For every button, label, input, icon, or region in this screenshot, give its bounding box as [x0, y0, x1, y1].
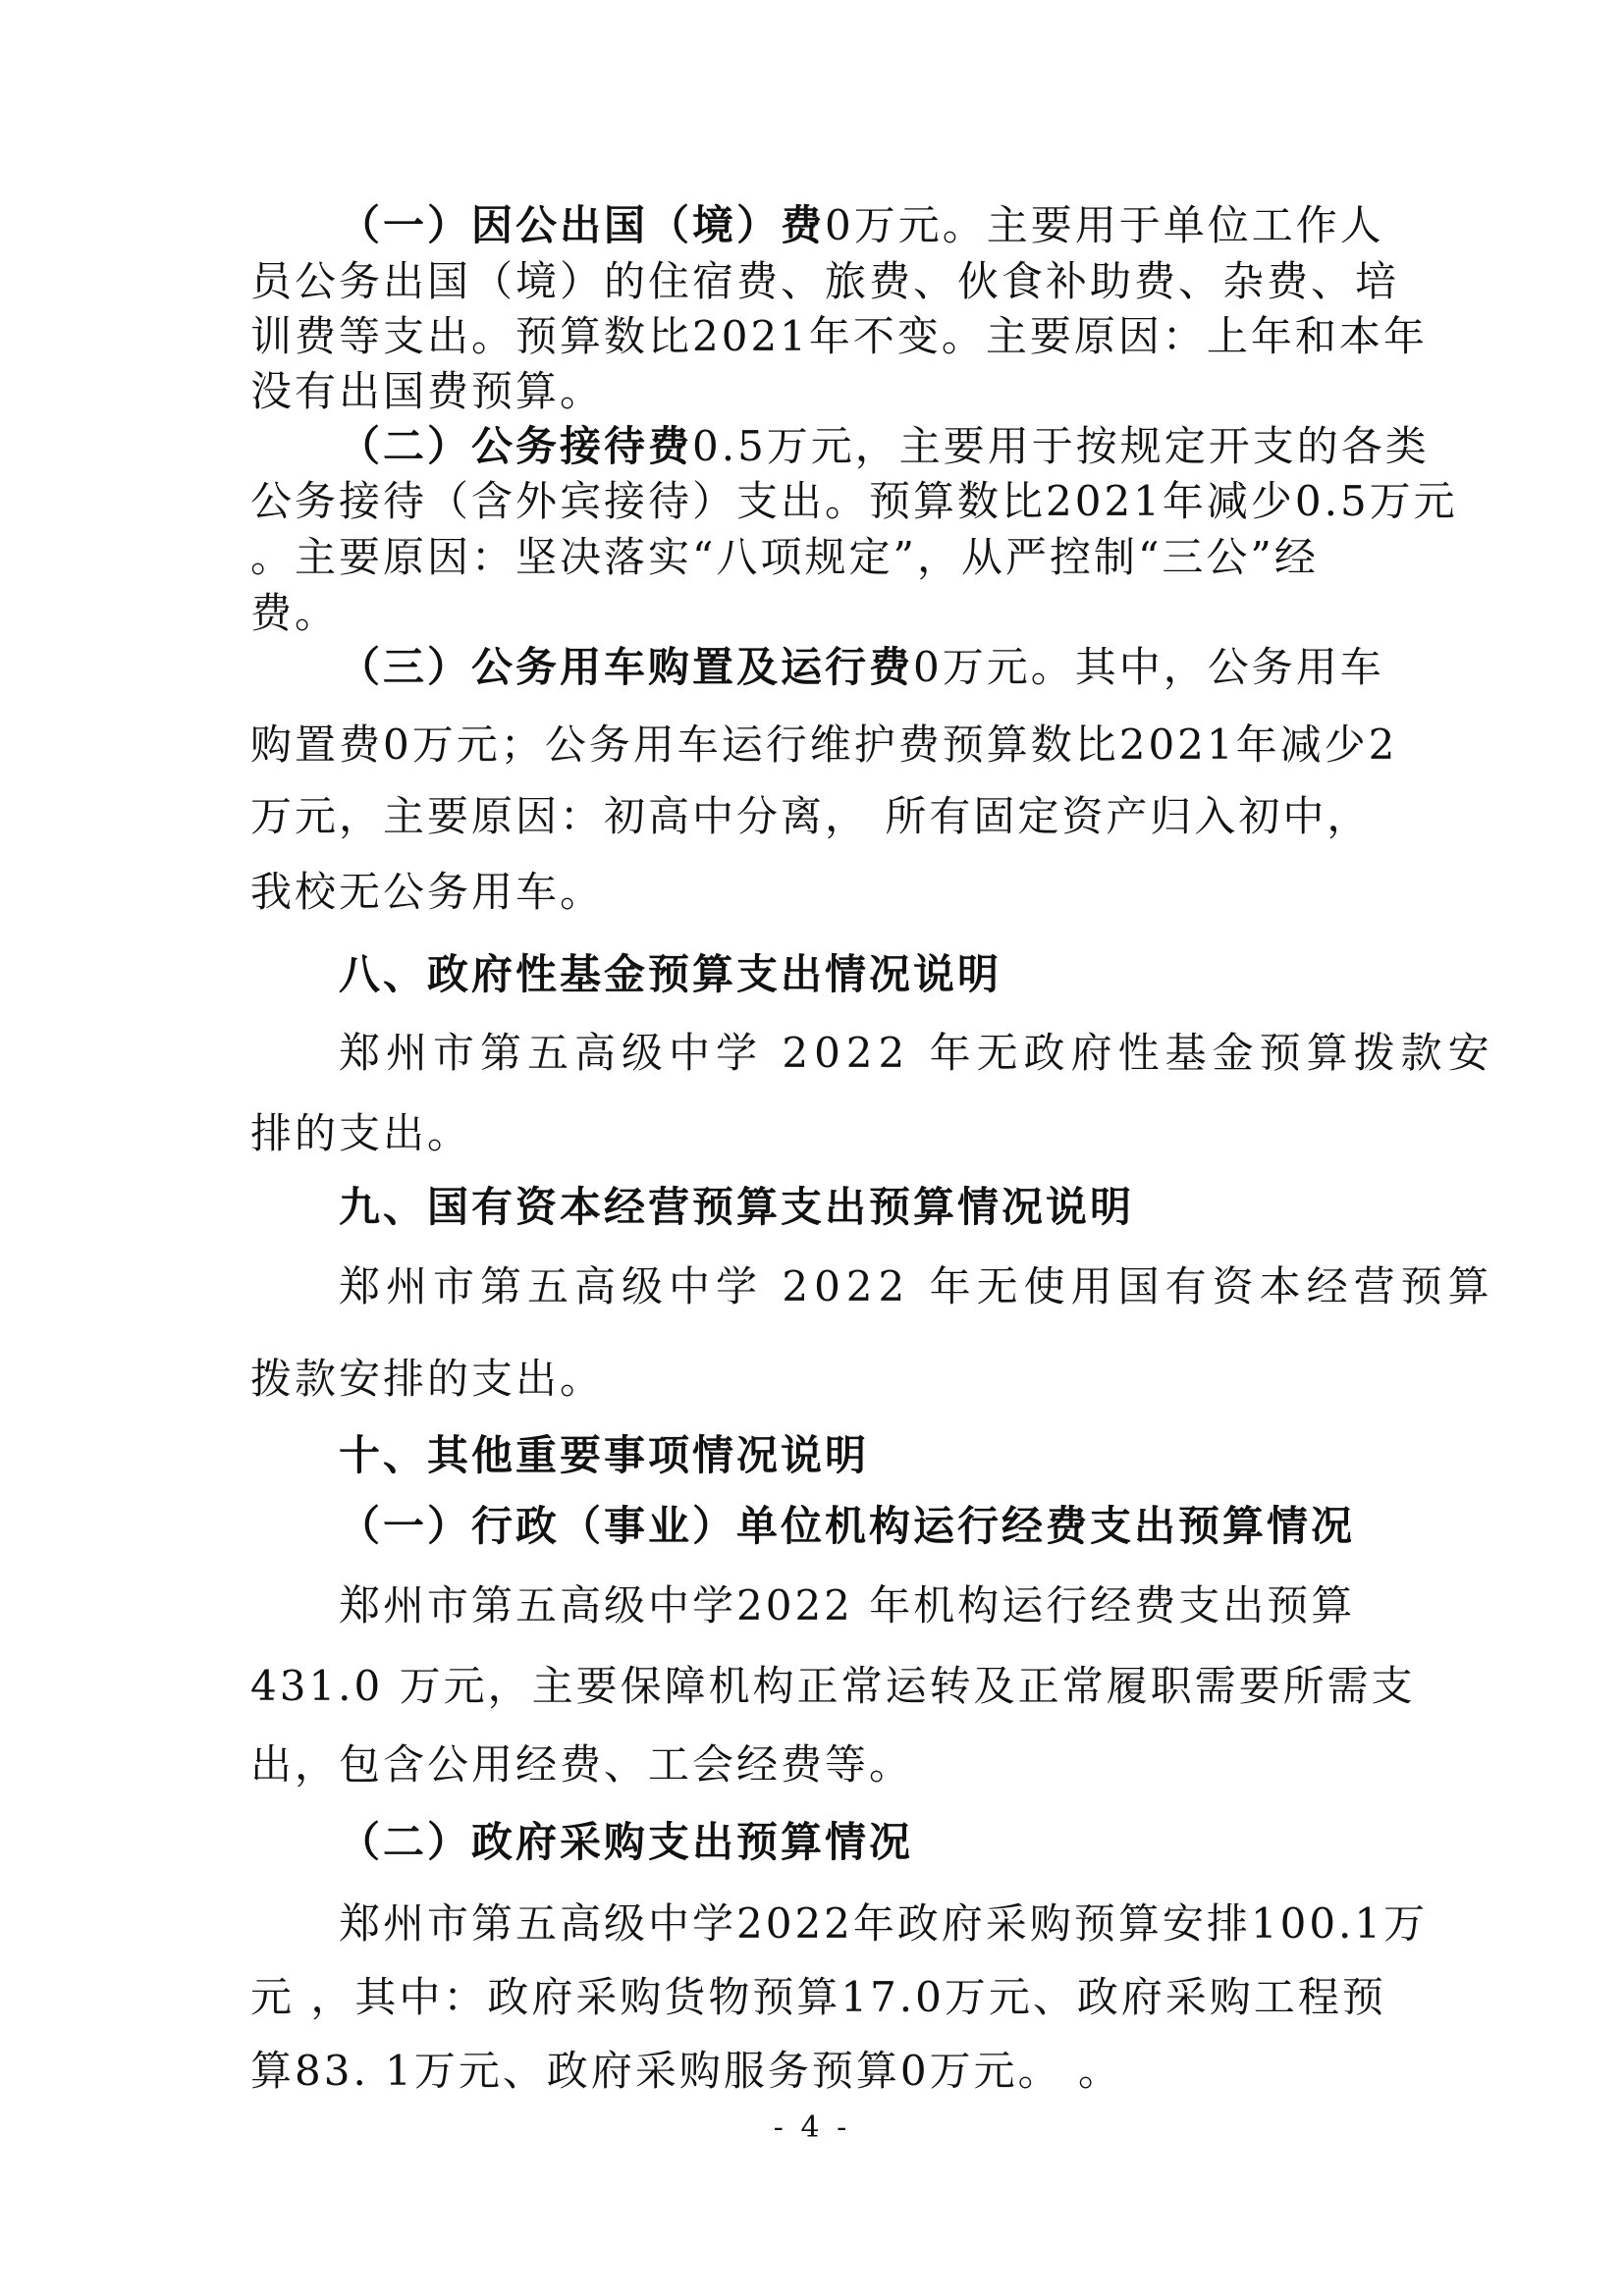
section-8-line-2: 排的支出。: [250, 1109, 472, 1157]
section-9-title: 九、国有资本经营预算支出预算情况说明: [339, 1183, 1135, 1231]
item-2-heading: （二）公务接待费: [339, 422, 693, 470]
section-10-sub-1-heading: （一）行政（事业）单位机构运行经费支出预算情况: [339, 1502, 1356, 1550]
item-3-line-3: 万元，主要原因：初高中分离， 所有固定资产归入初中，: [250, 792, 1372, 840]
item-1-line-2: 员公务出国（境）的住宿费、旅费、伙食补助费、杂费、培: [250, 257, 1400, 305]
section-10-sub-1-line-2: 431.0 万元，主要保障机构正常运转及正常履职需要所需支: [250, 1662, 1416, 1710]
item-1-first-line: [339, 201, 1384, 250]
section-10-sub-2-heading: （二）政府采购支出预算情况: [339, 1818, 914, 1866]
section-9-line-1: 郑州市第五高级中学 2022 年无使用国有资本经营预算: [339, 1262, 1495, 1310]
section-10-sub-1-line-3: 出，包含公用经费、工会经费等。: [250, 1740, 914, 1789]
section-10-title: 十、其他重要事项情况说明: [339, 1431, 870, 1479]
section-10-sub-2-line-1: 郑州市第五高级中学2022年政府采购预算安排100.1万: [339, 1899, 1429, 1948]
item-2-text: 0.5万元，主要用于按规定开支的各类: [692, 422, 1430, 470]
item-1-line-3: 训费等支出。预算数比2021年不变。主要原因：上年和本年: [250, 312, 1428, 360]
item-3-first-line: [339, 643, 1384, 692]
item-1-line-4: 没有出国费预算。: [250, 367, 605, 415]
item-3-line-4: 我校无公务用车。: [250, 868, 605, 916]
item-3-heading: （三）公务用车购置及运行费: [339, 643, 914, 691]
section-10-sub-1-line-1: 郑州市第五高级中学2022 年机构运行经费支出预算: [339, 1581, 1356, 1629]
page-number: - 4 -: [773, 2110, 851, 2145]
item-2-line-3: 。主要原因：坚决落实“八项规定”，从严控制“三公”经: [250, 533, 1319, 581]
section-8-line-1: 郑州市第五高级中学 2022 年无政府性基金预算拨款安: [339, 1029, 1495, 1077]
item-2-line-2: 公务接待（含外宾接待）支出。预算数比2021年减少0.5万元: [250, 477, 1458, 525]
item-1-heading: （一）因公出国（境）费: [339, 201, 826, 249]
item-2-line-4: 费。: [250, 589, 340, 637]
item-3-line-2: 购置费0万元；公务用车运行维护费预算数比2021年减少2: [250, 721, 1398, 769]
section-9-line-2: 拨款安排的支出。: [250, 1355, 605, 1403]
item-1-text: 0万元。主要用于单位工作人: [825, 201, 1384, 249]
section-10-sub-2-line-2: 元 ，其中：政府采购货物预算17.0万元、政府采购工程预: [250, 1973, 1386, 2021]
item-2-first-line: [339, 422, 1430, 471]
item-3-text: 0万元。其中，公务用车: [913, 643, 1384, 691]
section-10-sub-2-line-3: 算83. 1万元、政府采购服务预算0万元。 。: [250, 2047, 1122, 2095]
section-8-title: 八、政府性基金预算支出情况说明: [339, 950, 1002, 998]
